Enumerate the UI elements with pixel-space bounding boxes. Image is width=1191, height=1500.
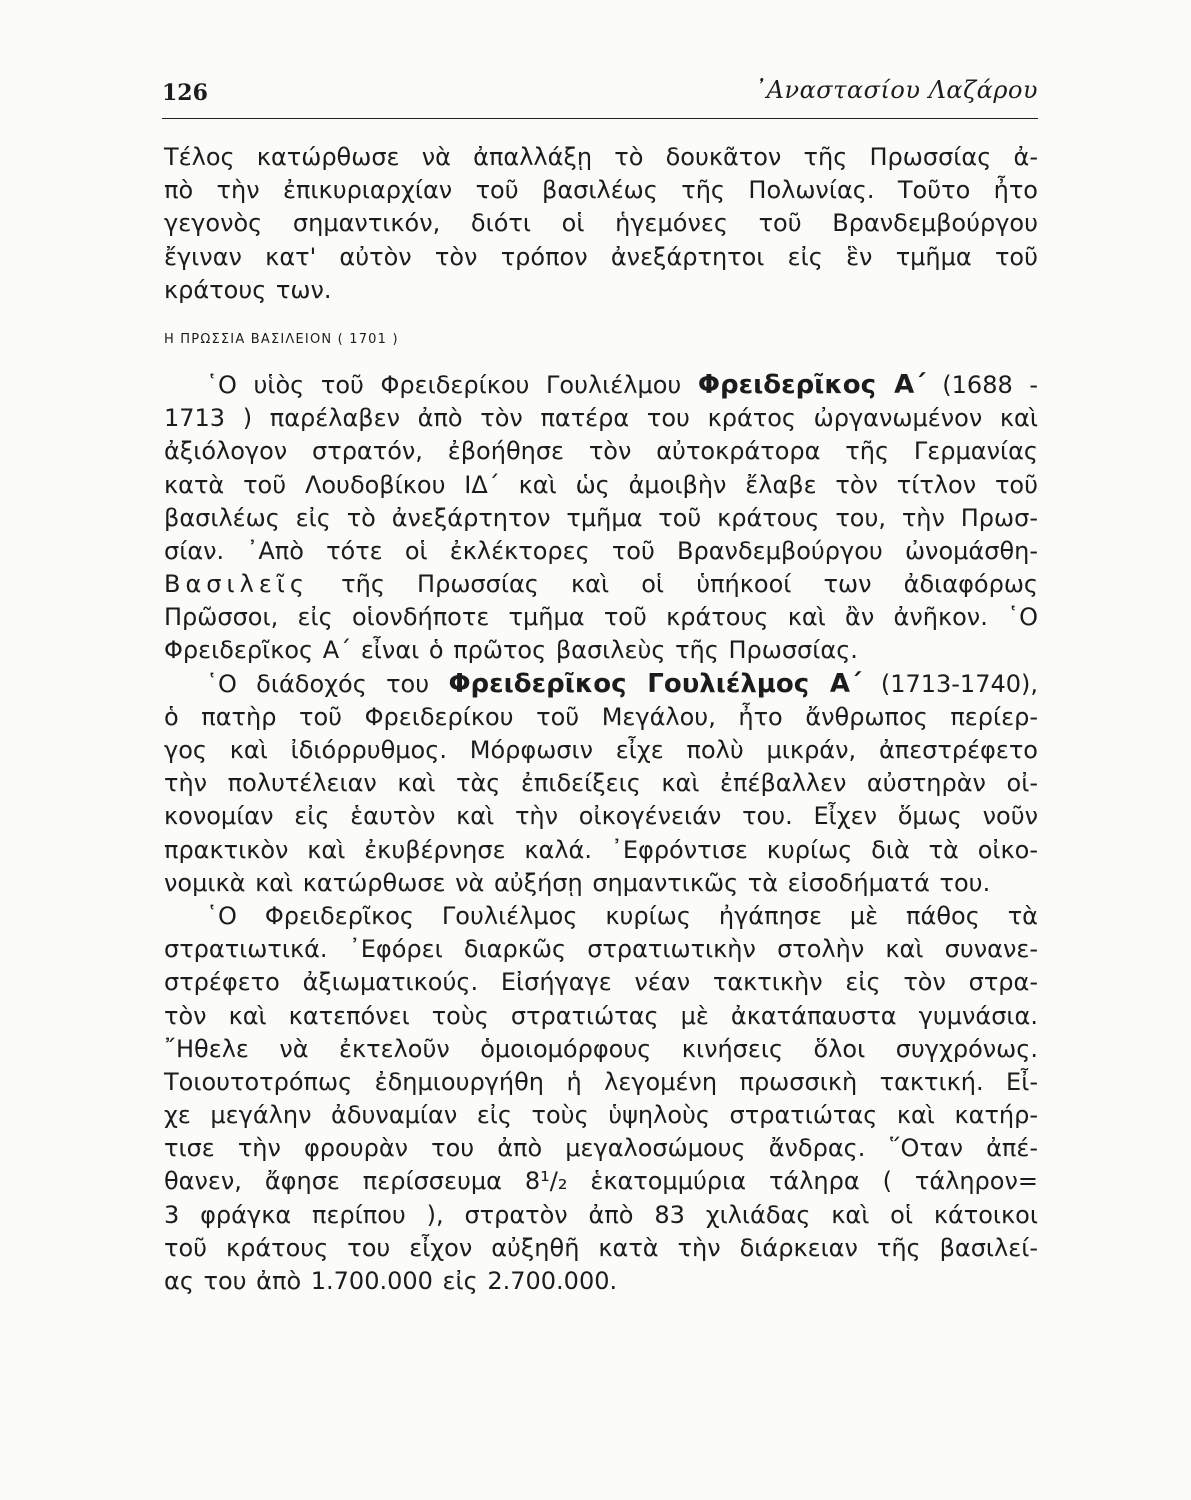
text-line: στρατιωτικά. ᾿Εφόρει διαρκῶς στρατιωτικὴν στολὴν καὶ συνανε- [164, 935, 1038, 964]
text-line: σίαν. ᾿Απὸ τότε οἱ ἐκλέκτορες τοῦ Βρανδεμβούργου ὠνομάσθη- [164, 536, 1038, 565]
text-line [164, 369, 1038, 402]
text-line: στρέφετο ἀξιωματικούς. Εἰσήγαγε νέαν τακτικὴν εἰς τὸν στρα- [164, 968, 1038, 997]
text-line: ῾Ο Φρειδερῖκος Γουλιέλμος κυρίως ἠγάπησε μὲ πάθος τὰ [206, 901, 1038, 930]
text-line: 1713 ) παρέλαβεν ἀπὸ τὸν πατέρα του κράτος ὠργανωμένον καὶ [164, 404, 1038, 433]
text-line: γεγονὸς σημαντικόν, διότι οἱ ἡγεμόνες τοῦ Βρανδεμβούργου [164, 209, 1038, 238]
section-heading: Η ΠΡΩΣΣΙΑ ΒΑΣΙΛΕΙΟΝ ( 1701 ) [164, 331, 399, 347]
text-line: βασιλέως εἰς τὸ ἀνεξάρτητον τμῆμα τοῦ κράτους του, τὴν Πρωσ- [164, 503, 1038, 532]
text-run: ῾Ο υἱὸς τοῦ Φρειδερίκου Γουλιέλμου [206, 370, 682, 399]
text-run: (1713-1740), [880, 669, 1038, 698]
text-line: Πρῶσσοι, εἰς οἱονδήποτε τμῆμα τοῦ κράτους καὶ ἂν ἀνῆκον. ῾Ο [164, 603, 1038, 632]
paragraph-2 [164, 369, 1038, 668]
body-text [164, 141, 1038, 1298]
text-line: πὸ τὴν ἐπικυριαρχίαν τοῦ βασιλέως τῆς Πολωνίας. Τοῦτο ἦτο [164, 176, 1038, 205]
text-line: χε μεγάλην ἀδυναμίαν εἰς τοὺς ὑψηλοὺς στρατιώτας καὶ κατήρ- [164, 1101, 1038, 1130]
text-line: 3 φράγκα περίπου ), στρατὸν ἀπὸ 83 χιλιάδας καὶ οἱ κάτοικοι [164, 1200, 1038, 1229]
author-name: ᾿Αναστασίου Λαζάρου [754, 76, 1038, 104]
text-line: ὁ πατὴρ τοῦ Φρειδερίκου τοῦ Μεγάλου, ἦτο ἄνθρωπος περίερ- [164, 702, 1038, 731]
text-line: ἀξιόλογον στρατόν, ἐβοήθησε τὸν αὐτοκράτορα τῆς Γερμανίας [164, 437, 1038, 466]
text-line: κονομίαν εἰς ἑαυτὸν καὶ τὴν οἰκογένειάν του. Εἶχεν ὅμως νοῦν [164, 802, 1038, 831]
text-line: θανεν, ἄφησε περίσσευμα 8¹/₂ ἑκατομμύρια τάληρα ( τάληρον= [164, 1167, 1038, 1196]
text-line: τισε τὴν φρουρὰν του ἀπὸ μεγαλοσώμους ἄνδρας. ῞Οταν ἀπέ- [164, 1134, 1038, 1163]
text-line: Τοιουτοτρόπως ἐδημιουργήθη ἡ λεγομένη πρωσσικὴ τακτική. Εἶ- [164, 1067, 1038, 1096]
text-line: ἔγιναν κατ' αὐτὸν τὸν τρόπον ἀνεξάρτητοι εἰς ἓν τμῆμα τοῦ [164, 242, 1038, 271]
text-line [164, 568, 1038, 601]
paragraph-3 [164, 668, 1038, 900]
text-run: τῆς Πρωσσίας καὶ οἱ ὑπήκοοί των ἀδιαφόρως [341, 570, 1038, 599]
bold-name: Φρειδερῖκος Γουλιέλμος Α΄ [448, 668, 862, 699]
spaced-word: Βασιλεῖς [164, 570, 309, 599]
text-line: κράτους των. [164, 275, 332, 304]
text-line: τοῦ κράτους του εἶχον αὐξηθῆ κατὰ τὴν διάρκειαν τῆς βασιλεί- [164, 1233, 1038, 1262]
text-line: κατὰ τοῦ Λουδοβίκου ΙΔ΄ καὶ ὡς ἀμοιβὴν ἔλαβε τὸν τίτλον τοῦ [164, 470, 1038, 499]
paragraph-4 [164, 900, 1038, 1298]
text-line: Φρειδερῖκος Α΄ εἶναι ὁ πρῶτος βασιλεὺς τῆς Πρωσσίας. [164, 636, 858, 665]
running-head [162, 72, 1038, 119]
text-line: γος καὶ ἰδιόρρυθμος. Μόρφωσιν εἶχε πολὺ μικράν, ἀπεστρέφετο [164, 736, 1038, 764]
text-line: τὸν καὶ κατεπόνει τοὺς στρατιώτας μὲ ἀκατάπαυστα γυμνάσια. [164, 1001, 1038, 1030]
text-line: πρακτικὸν καὶ ἐκυβέρνησε καλά. ᾿Εφρόντισε κυρίως διὰ τὰ οἰκο- [164, 835, 1038, 864]
text-run: (1688 - [942, 370, 1038, 399]
paragraph-1 [164, 141, 1038, 307]
text-run: ῾Ο διάδοχός του [206, 669, 430, 698]
text-line: ῎Ηθελε νὰ ἐκτελοῦν ὁμοιομόρφους κινήσεις ὅλοι συγχρόνως. [164, 1034, 1038, 1063]
text-line [164, 668, 1038, 701]
text-line: ας του ἀπὸ 1.700.000 εἰς 2.700.000. [164, 1267, 618, 1295]
page-number: 126 [162, 80, 208, 106]
text-line: Τέλος κατώρθωσε νὰ ἀπαλλάξῃ τὸ δουκᾶτον τῆς Πρωσσίας ἀ- [164, 143, 1038, 171]
bold-name: Φρειδερῖκος Α΄ [697, 369, 926, 400]
text-line: νομικὰ καὶ κατώρθωσε νὰ αὐξήσῃ σημαντικῶς τὰ εἰσοδήματά του. [164, 868, 991, 897]
text-line: τὴν πολυτέλειαν καὶ τὰς ἐπιδείξεις καὶ ἐπέβαλλεν αὐστηρὰν οἰ- [164, 769, 1038, 798]
